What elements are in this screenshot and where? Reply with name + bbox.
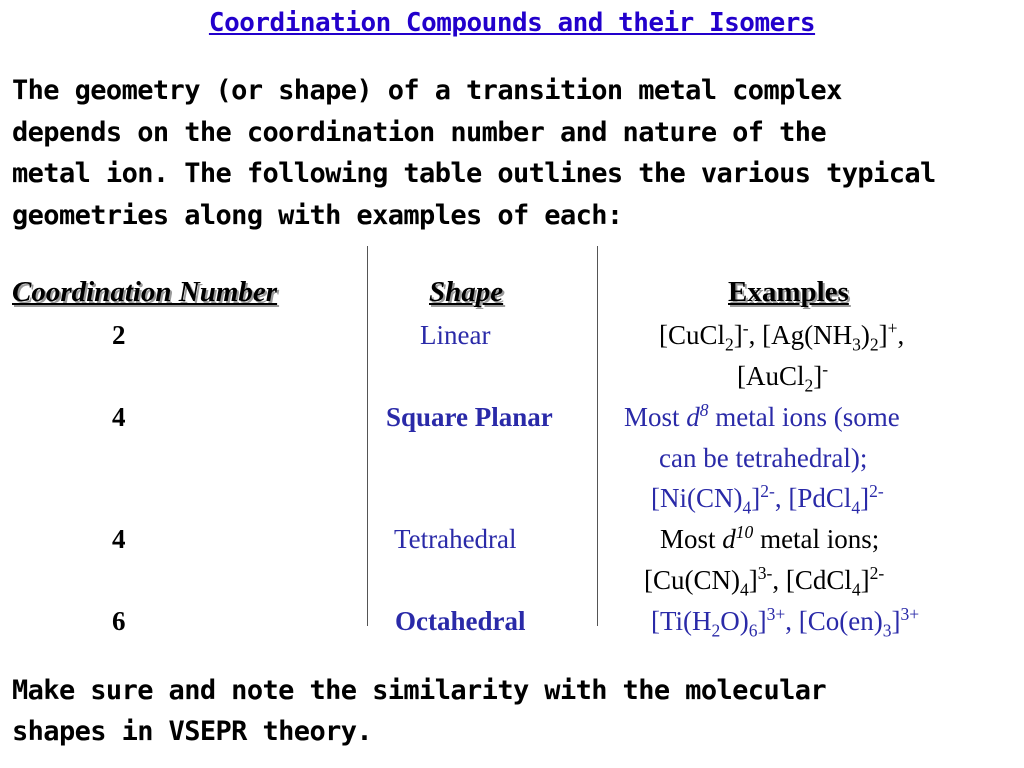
intro-line: geometries along with examples of each: — [12, 199, 623, 231]
header-shape: Shape — [429, 276, 504, 308]
intro-paragraph — [12, 70, 1012, 236]
column-divider — [597, 246, 598, 626]
closing-line: Make sure and note the similarity with the molecular — [12, 675, 827, 706]
intro-line: depends on the coordination number and nature of the — [12, 116, 827, 148]
intro-line: The geometry (or shape) of a transition metal complex — [12, 75, 842, 106]
row-1-example-line-1: [CuCl$_2$]-, $[Ag(NH_3)_2]^+$, — [659, 318, 905, 355]
row-1-number: 2 — [112, 320, 126, 350]
row-4-example-line-1: $[Ti(H_2O)_6]^{3+}$, $[Co(en)_3]^{3+}$ — [651, 604, 920, 641]
row-2-example-line-1: Most $d^8$ metal ions (some — [624, 400, 900, 432]
row-2-shape: Square Planar — [386, 402, 553, 432]
header-examples: Examples — [728, 276, 849, 308]
closing-line: shapes in VSEPR theory. — [12, 715, 373, 747]
header-coordination-number: Coordination Number — [12, 276, 278, 308]
page-title: Coordination Compounds and their Isomers — [208, 8, 816, 38]
column-divider — [367, 246, 368, 626]
row-2-number: 4 — [112, 402, 126, 432]
row-4-shape: Octahedral — [395, 606, 526, 636]
row-3-shape: Tetrahedral — [394, 524, 517, 554]
row-3-example-line-1: Most $d^{10}$ metal ions; — [660, 522, 880, 554]
row-1-shape: Linear — [420, 320, 491, 350]
closing-paragraph — [12, 671, 1012, 752]
row-3-number: 4 — [112, 524, 126, 554]
row-2-example-line-3: $[Ni(CN)_4]^{2-}$, [PdCl$_4$]$^{2-}$ — [651, 481, 884, 518]
row-3-example-line-2: $[Cu(CN)_4]^{3-}$, [CdCl$_4$]$^{2-}$ — [644, 563, 885, 600]
row-2-example-line-2: can be tetrahedral); — [659, 443, 868, 473]
intro-line: metal ion. The following table outlines the various typical — [12, 158, 936, 189]
row-4-number: 6 — [112, 606, 126, 636]
row-1-example-line-2: [AuCl$_2$]- — [737, 359, 829, 396]
